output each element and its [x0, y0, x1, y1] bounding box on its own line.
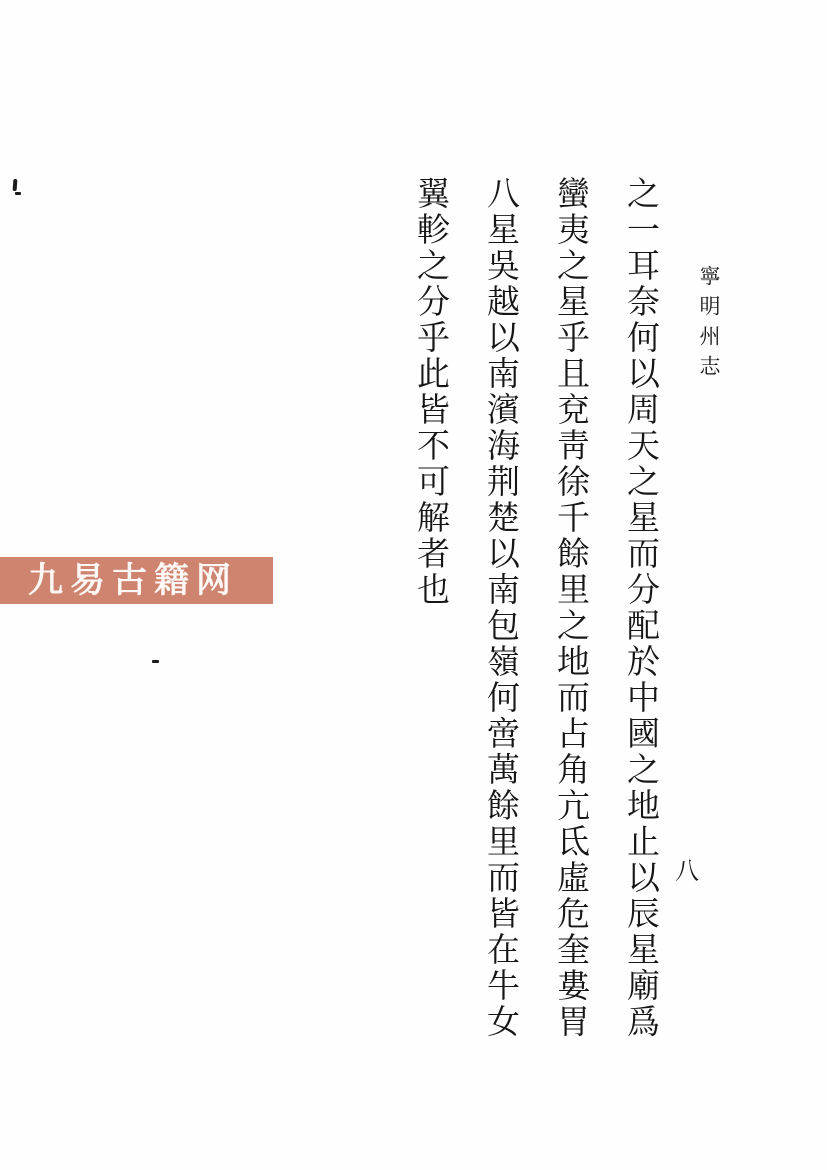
scan-speck [15, 192, 21, 195]
scan-speck [13, 179, 18, 191]
watermark-banner: 九易古籍网 [0, 557, 273, 604]
text-column-3: 八星吳越以南濱海荆楚以南包嶺何啻萬餘里而皆在牛女 [482, 176, 518, 1040]
book-margin-title: 寧明州志 [697, 265, 721, 385]
scan-speck [152, 660, 159, 663]
text-column-2: 蠻夷之星乎且兗靑徐千餘里之地而占角亢氐虛危奎婁胃 [552, 176, 588, 1040]
main-text-block [395, 176, 675, 1076]
text-column-4: 翼軫之分乎此皆不可解者也 [412, 176, 448, 608]
text-column-1: 之一耳奈何以周天之星而分配於中國之地止以辰星廟爲 [622, 176, 658, 1040]
page-number: 八 [675, 859, 699, 885]
